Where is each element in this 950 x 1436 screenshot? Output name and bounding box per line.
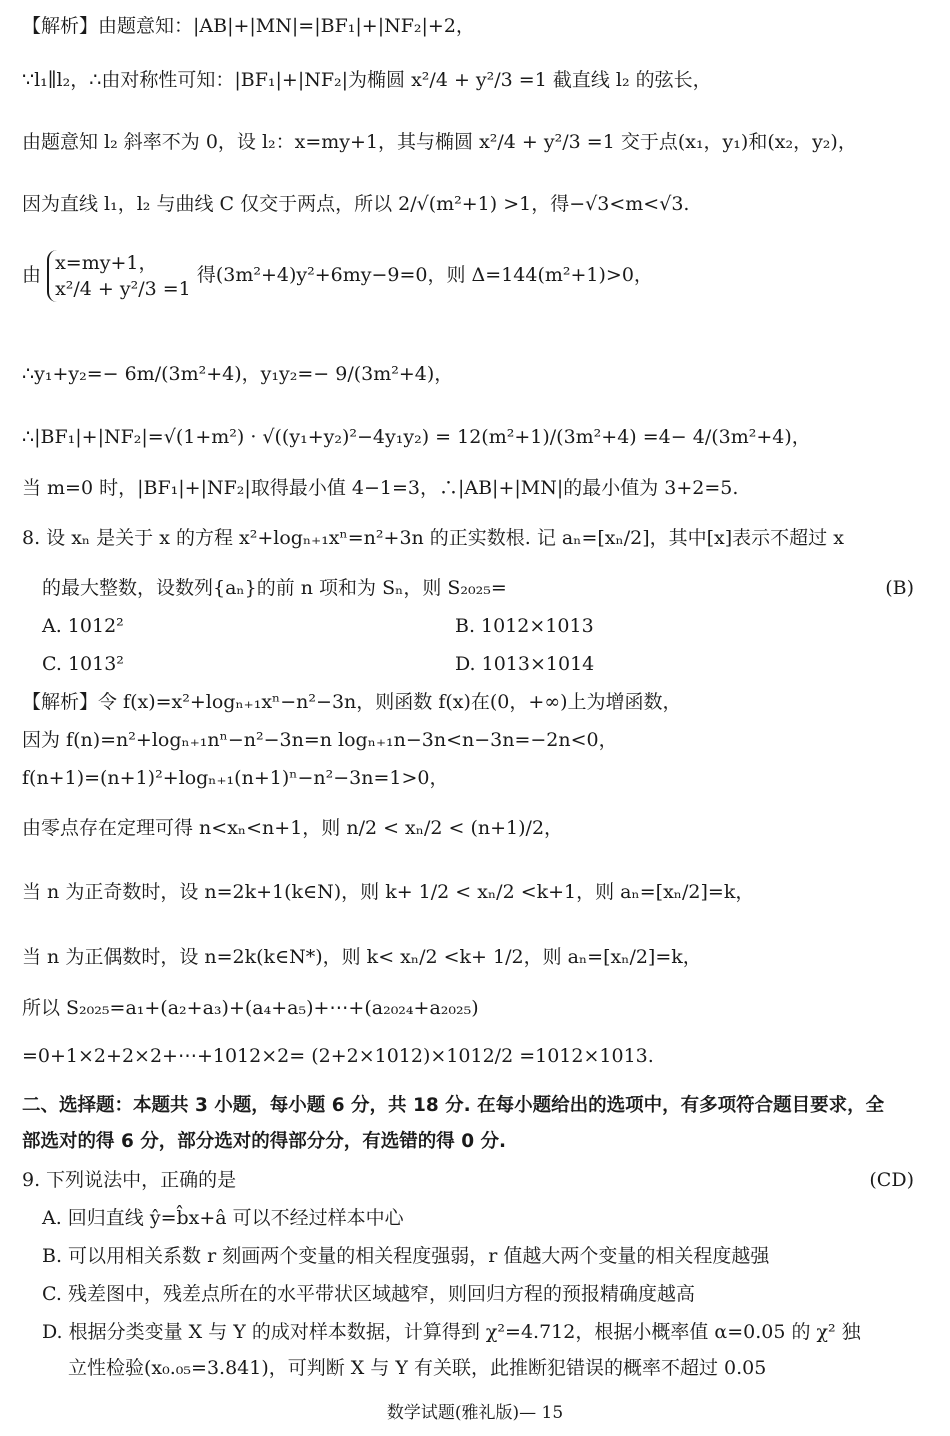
solution-8-line-6: 当 n 为正偶数时，设 n=2k(k∈N*)，则 k< xₙ/2 <k+ 1/2，则 aₙ=[xₙ/2]=k， [22,946,702,968]
solution-8-line-3: f(n+1)=(n+1)²+logₙ₊₁(n+1)ⁿ−n²−3n=1>0， [22,767,449,789]
question-9-text: 9. 下列说法中，正确的是 [22,1169,237,1191]
solution-8-line-5: 当 n 为正奇数时，设 n=2k+1(k∈N)，则 k+ 1/2 < xₙ/2 <k+1，则 aₙ=[xₙ/2]=k， [22,881,755,903]
option-c: C. 1013² [42,653,124,675]
question-9-option-d-line-1: D. 根据分类变量 X 与 Y 的成对样本数据，计算得到 χ²=4.712，根据小概率值 α=0.05 的 χ² 独 [42,1321,861,1343]
question-8-options-row-1 [42,614,932,638]
question-8-text: 的最大整数，设数列{aₙ}的前 n 项和为 Sₙ，则 S₂₀₂₅= [42,577,507,599]
question-8-line-1: 8. 设 xₙ 是关于 x 的方程 x²+logₙ₊₁xⁿ=n²+3n 的正实数根. 记 aₙ=[xₙ/2]，其中[x]表示不超过 x [22,527,844,549]
page-footer: 数学试题(雅礼版)— 15 [386,1403,564,1423]
solution-8-line-7: 所以 S₂₀₂₅=a₁+(a₂+a₃)+(a₄+a₅)+⋯+(a₂₀₂₄+a₂₀₂₅) [22,997,479,1019]
question-8-line-2 [42,576,932,600]
question-9-option-b: B. 可以用相关系数 r 刻画两个变量的相关程度强弱，r 值越大两个变量的相关程度越强 [42,1245,770,1267]
solution-line-8: 当 m=0 时，|BF₁|+|NF₂|取得最小值 4−1=3，∴|AB|+|MN|的最小值为 3+2=5. [22,477,739,499]
system-eq-2: x²/4 + y²/3 =1 [55,278,191,300]
solution-8-line-4: 由零点存在定理可得 n<xₙ<n+1，则 n/2 < xₙ/2 < (n+1)/2， [22,817,564,839]
question-8-options-row-2 [42,652,932,676]
solution-line-7: ∴|BF₁|+|NF₂|=√(1+m²) · √((y₁+y₂)²−4y₁y₂) = 12(m²+1)/(3m²+4) =4− 4/(3m²+4)， [22,426,811,448]
system-brace [47,250,191,302]
option-a: A. 1012² [42,615,124,637]
question-9-option-a: A. 回归直线 ŷ=b̂x+â 可以不经过样本中心 [42,1207,404,1229]
solution-line-4: 因为直线 l₁，l₂ 与曲线 C 仅交于两点，所以 2/√(m²+1) >1，得−√3<m<√3. [22,193,690,215]
system-result: 得(3m²+4)y²+6my−9=0，则 Δ=144(m²+1)>0， [196,264,653,286]
system-prefix: 由 [22,264,42,286]
section-heading-line-1: 二、选择题：本题共 3 小题，每小题 6 分，共 18 分. 在每小题给出的选项中，有多项符合题目要求，全 [22,1095,885,1116]
question-9-stem [22,1168,932,1192]
question-9-option-d-line-2: 立性检验(x₀.₀₅=3.841)，可判断 X 与 Y 有关联，此推断犯错误的概率不超过 0.05 [68,1357,767,1379]
question-8-answer: (B) [885,577,914,599]
solution-line-3: 由题意知 l₂ 斜率不为 0，设 l₂：x=my+1，其与椭圆 x²/4 + y²/3 =1 交于点(x₁，y₁)和(x₂，y₂)， [22,131,857,153]
option-b: B. 1012×1013 [455,615,594,637]
solution-line-1: 【解析】由题意知：|AB|+|MN|=|BF₁|+|NF₂|+2， [22,15,475,37]
solution-8-line-2: 因为 f(n)=n²+logₙ₊₁nⁿ−n²−3n=n logₙ₊₁n−3n<n−3n=−2n<0， [22,729,618,751]
solution-8-line-1: 【解析】令 f(x)=x²+logₙ₊₁xⁿ−n²−3n，则函数 f(x)在(0，+∞)上为增函数， [22,691,682,713]
question-9-answer: (CD) [869,1169,914,1191]
equation-system [22,250,932,302]
question-9-option-c: C. 残差图中，残差点所在的水平带状区域越窄，则回归方程的预报精确度越高 [42,1283,695,1305]
system-eq-1: x=my+1， [55,252,158,274]
option-d: D. 1013×1014 [455,653,595,675]
solution-line-2: ∵l₁∥l₂，∴由对称性可知：|BF₁|+|NF₂|为椭圆 x²/4 + y²/3 =1 截直线 l₂ 的弦长， [22,69,712,91]
section-heading-line-2: 部选对的得 6 分，部分选对的得部分分，有选错的得 0 分. [22,1131,507,1152]
solution-line-6: ∴y₁+y₂=− 6m/(3m²+4)，y₁y₂=− 9/(3m²+4)， [22,363,454,385]
solution-8-line-8: =0+1×2+2×2+⋯+1012×2= (2+2×1012)×1012/2 =1012×1013. [22,1045,654,1067]
